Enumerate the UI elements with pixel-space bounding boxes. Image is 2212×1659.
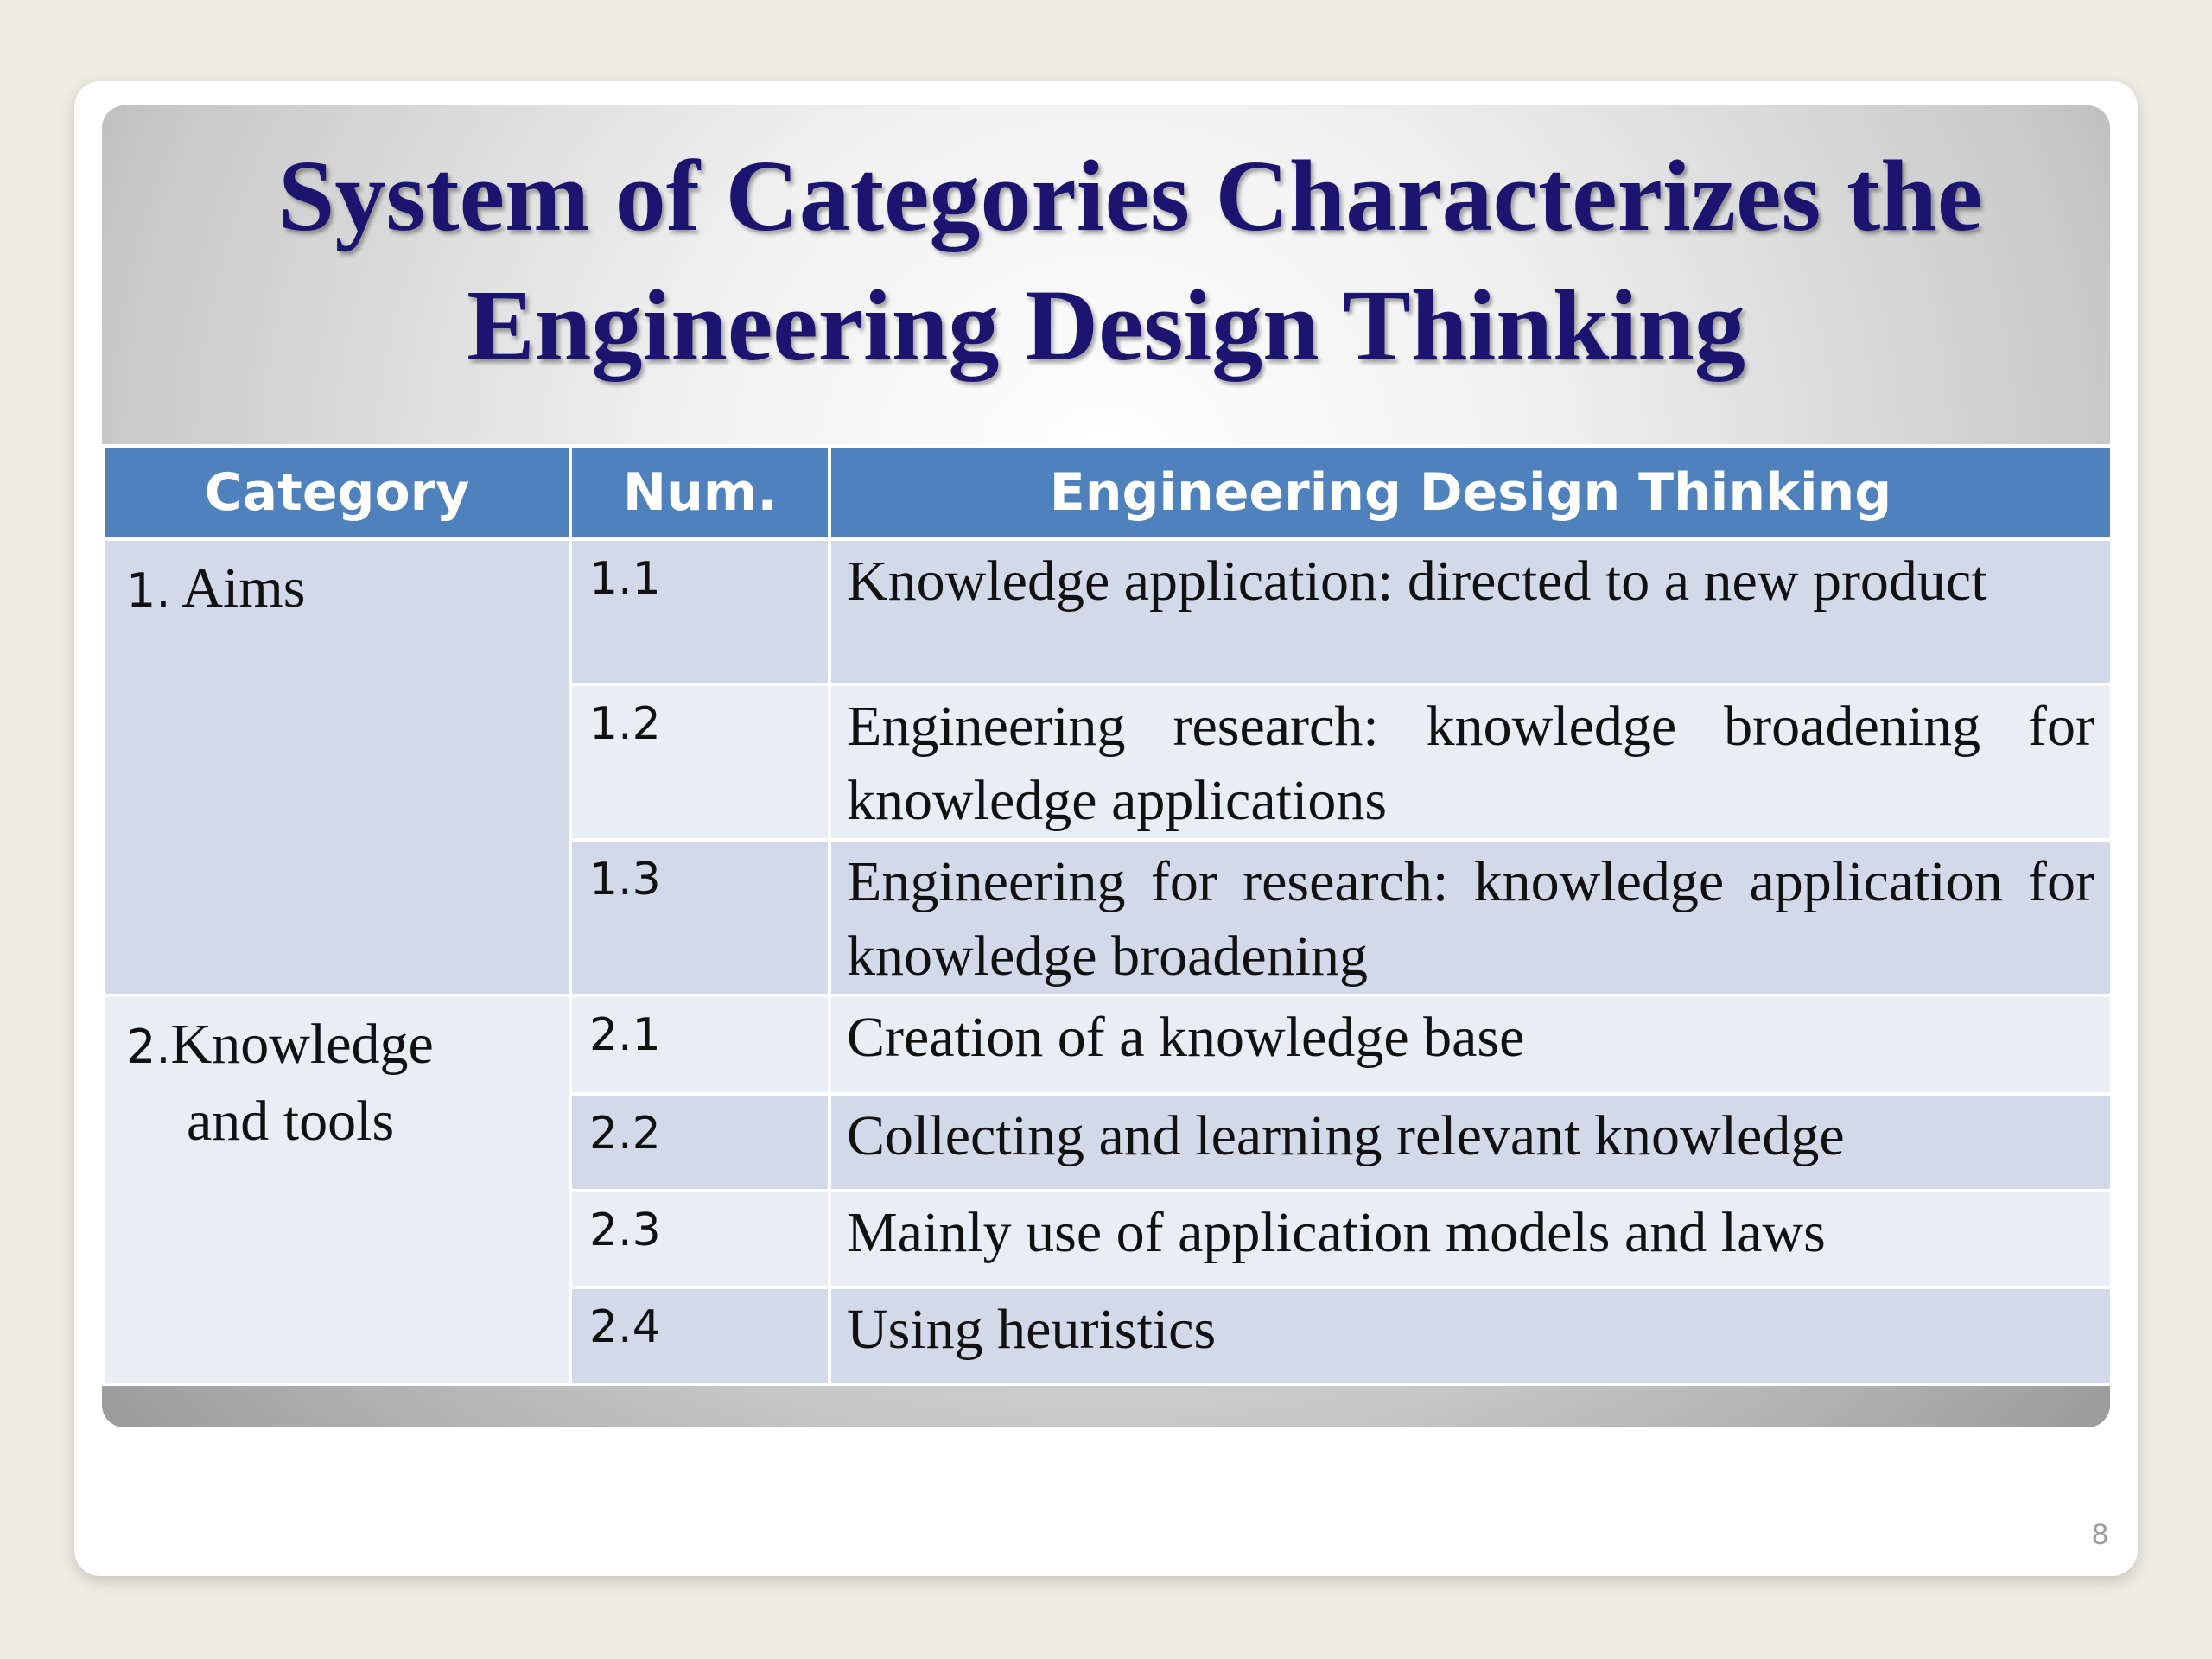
num-cell: 1.1 <box>570 539 830 684</box>
description-cell: Mainly use of application models and laws <box>830 1191 2110 1287</box>
table-row <box>104 995 2110 1094</box>
table-row <box>104 539 2110 684</box>
panel-footer-bar <box>102 1365 2110 1427</box>
num-cell: 1.2 <box>570 684 830 840</box>
table-header-row <box>104 446 2110 539</box>
header-num: Num. <box>570 446 830 539</box>
description-cell: Collecting and learning relevant knowledge <box>830 1094 2110 1191</box>
category-label: 1. Aims <box>126 556 306 620</box>
description-cell: Using heuristics <box>830 1287 2110 1384</box>
slide <box>74 81 2138 1576</box>
categories-table <box>102 444 2110 1386</box>
page-number: 8 <box>2092 1518 2108 1551</box>
title-line-1: System of Categories Characterizes the <box>277 139 1983 252</box>
title-line-2: Engineering Design Thinking <box>467 269 1745 382</box>
category-cell-knowledge-and-tools <box>104 995 570 1384</box>
category-cell-aims <box>104 539 570 995</box>
slide-panel <box>102 105 2110 1427</box>
num-cell: 2.1 <box>570 995 830 1094</box>
num-cell: 2.2 <box>570 1094 830 1191</box>
category-label: 2.Knowledge and tools <box>126 1013 434 1153</box>
num-cell: 2.4 <box>570 1287 830 1384</box>
description-cell: Engineering for research: knowledge application for knowledge broadening <box>830 840 2110 995</box>
description-cell: Engineering research: knowledge broadening for knowledge applications <box>830 684 2110 840</box>
num-cell: 1.3 <box>570 840 830 995</box>
header-engineering-design-thinking: Engineering Design Thinking <box>830 446 2110 539</box>
description-cell: Knowledge application: directed to a new product <box>830 539 2110 684</box>
header-category: Category <box>104 446 570 539</box>
num-cell: 2.3 <box>570 1191 830 1287</box>
description-cell: Creation of a knowledge base <box>830 995 2110 1094</box>
slide-title <box>102 131 2110 391</box>
